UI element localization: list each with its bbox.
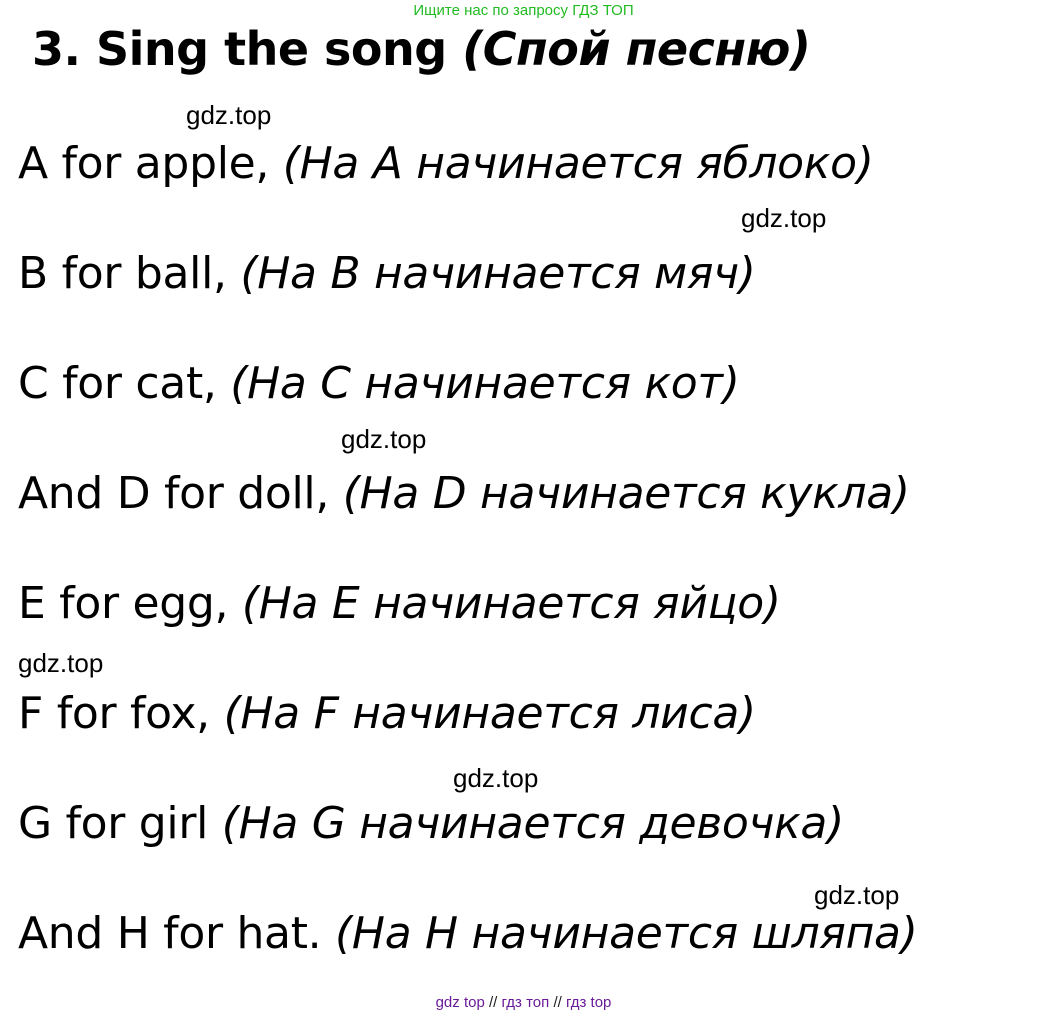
footer-link[interactable]: gdz top [435,994,485,1011]
line-ru: (На E начинается яйцо) [241,578,781,629]
line-ru: (На B начинается мяч) [240,248,756,299]
line-ru: (На F начинается лиса) [223,688,756,739]
song-line [18,798,844,849]
line-en: A for apple, [18,138,283,189]
song-line [18,248,756,299]
song-line [18,688,756,739]
top-note-text: Ищите нас по запросу ГДЗ ТОП [413,2,634,19]
footer-separator: // [553,994,562,1011]
watermark: gdz.top [186,100,272,130]
line-ru: (На G начинается девочка) [221,798,844,849]
line-en: F for fox, [18,688,224,739]
footer-separator: // [488,994,498,1011]
watermark: gdz.top [18,648,104,678]
footer [0,994,1047,1011]
line-en: B for ball, [18,248,241,299]
line-ru: (На A начинается яблоко) [282,138,874,189]
line-ru: (На C начинается кот) [230,358,740,409]
line-ru: (На D начинается кукла) [342,468,910,519]
song-line [18,908,918,959]
title-ru: (Спой песню) [462,22,811,76]
song-line [18,138,874,189]
line-en: E for egg, [18,578,242,629]
line-en: C for cat, [18,358,231,409]
line-en: And H for hat. [18,908,336,959]
line-en: G for girl [18,798,222,849]
footer-link[interactable]: гдз топ [501,994,550,1011]
line-en: And D for doll, [18,468,343,519]
footer-link[interactable]: гдз top [565,994,612,1011]
exercise-title [32,22,810,76]
watermark: gdz.top [814,880,900,910]
line-ru: (На H начинается шляпа) [335,908,918,959]
watermark: gdz.top [453,763,539,793]
watermark: gdz.top [741,203,827,233]
song-line [18,358,740,409]
song-line [18,578,781,629]
song-line [18,468,910,519]
title-en: 3. Sing the song [32,22,447,76]
top-note [0,2,1047,19]
watermark: gdz.top [341,424,427,454]
